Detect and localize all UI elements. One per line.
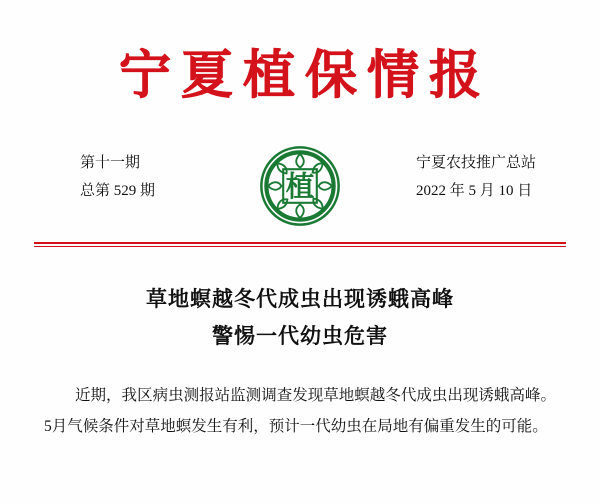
- masthead-title: 宁夏植保情报: [118, 45, 491, 106]
- info-band: [42, 142, 558, 234]
- body-paragraph-1: 近期，我区病虫测报站监测调查发现草地螟越冬代成虫出现诱蛾高峰。5月气候条件对草地螟发生有利，预计一代幼虫在局地有偏重发生的可能。: [44, 387, 556, 436]
- headline-line-1: 草地螟越冬代成虫出现诱蛾高峰: [146, 285, 454, 311]
- body-text: [44, 380, 556, 442]
- headline: [0, 281, 600, 355]
- publisher-block: [416, 150, 536, 206]
- issue-number: 第十一期: [80, 154, 141, 171]
- plant-protection-emblem-icon: [258, 144, 342, 228]
- issue-block: [80, 150, 155, 206]
- masthead-divider-thin: [34, 246, 566, 247]
- publisher-org: 宁夏农技推广总站: [415, 154, 536, 171]
- masthead: [0, 0, 600, 106]
- headline-line-2: 警惕一代幼虫危害: [212, 322, 388, 348]
- issue-total: 总第 529 期: [80, 182, 156, 199]
- masthead-divider-thick: [34, 242, 566, 244]
- publication-date: 2022 年 5 月 10 日: [415, 182, 533, 199]
- svg-text:植: 植: [285, 168, 315, 203]
